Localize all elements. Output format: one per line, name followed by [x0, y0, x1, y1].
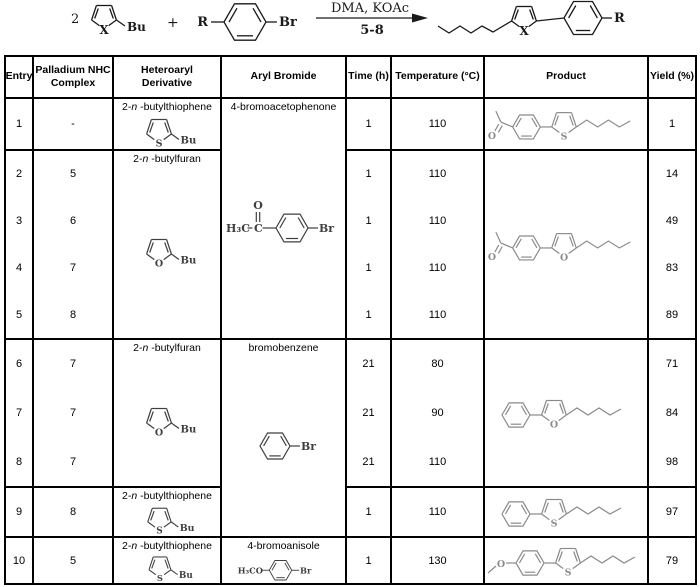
header-complex: Palladium NHC Complex — [34, 57, 114, 99]
cell-complexes-6-8: 7 7 7 — [34, 340, 114, 488]
cell-time-1: 1 — [347, 99, 392, 151]
cell-complex-1: - — [34, 99, 114, 151]
header-yield: Yield (%) — [649, 57, 695, 99]
reactant-arylbromide-structure — [197, 4, 297, 40]
s-atom-label: S — [560, 131, 568, 143]
methoxyphenyl-butylthiophene-product — [486, 539, 646, 583]
s-atom-label: S — [156, 526, 163, 536]
reaction-conditions: DMA, KOAc — [330, 1, 410, 16]
s-atom-label: S — [155, 138, 163, 149]
r-group-label: R — [197, 15, 208, 30]
heteroaryl-label: 2-n -butylthiophene — [122, 101, 212, 113]
br-label: Br — [300, 565, 312, 576]
header-aryl-bromide: Aryl Bromide — [222, 57, 347, 99]
cell-arylbromide-6-9 — [222, 340, 347, 538]
cell-product-6-8 — [485, 340, 649, 488]
arrowhead — [412, 14, 428, 23]
bu-label: Bu — [178, 571, 193, 582]
acetylphenyl-butylthiophene-product — [485, 101, 647, 147]
s-atom-label: S — [550, 518, 558, 530]
reaction-scheme — [0, 0, 700, 55]
cell-yields-2-5: 14 49 83 89 — [649, 151, 695, 340]
o-ring-atom-label: O — [549, 419, 559, 431]
cell-complexes-2-5: 5 6 7 8 — [34, 151, 114, 340]
s-atom-label: S — [156, 572, 163, 583]
heteroaryl-label: 2-n -butylfuran — [133, 153, 201, 165]
cell-heteroaryl-10 — [114, 538, 222, 583]
cell-arylbromide-10 — [222, 538, 347, 583]
cell-product-10 — [485, 538, 649, 583]
arylbromide-label: bromobenzene — [248, 342, 319, 354]
h3co-label: H₃CO — [237, 565, 263, 576]
butylthiophene-structure — [135, 115, 199, 149]
bromobenzene-structure — [248, 425, 320, 467]
cell-entry-9: 9 — [6, 488, 34, 538]
cell-product-1 — [485, 99, 649, 151]
cell-arylbromide-1-5 — [222, 99, 347, 340]
arylbromide-label: 4-bromoacetophenone — [230, 101, 337, 113]
o-atom-label: O — [252, 199, 263, 212]
s-atom-label: S — [564, 567, 572, 578]
cell-entries-6-8: 6 7 8 — [6, 340, 34, 488]
cell-heteroaryl-1 — [114, 99, 222, 151]
header-time: Time (h) — [347, 57, 392, 99]
butylfuran-structure — [135, 404, 199, 438]
cell-yields-6-8: 71 84 98 — [649, 340, 695, 488]
butyl-label: Bu — [127, 20, 146, 34]
heteroaryl-label: 2-n -butylthiophene — [122, 490, 212, 502]
cell-complex-9: 8 — [34, 488, 114, 538]
product-structure — [438, 2, 625, 39]
br-label: Br — [279, 15, 297, 30]
cell-heteroaryl-9 — [114, 488, 222, 538]
phenyl-butylfuran-product — [496, 391, 636, 435]
phenyl-butylthiophene-product — [496, 490, 636, 534]
o-atom-label: O — [154, 427, 164, 438]
butylthiophene-structure — [135, 553, 199, 583]
o-atom-label: O — [154, 258, 164, 269]
arylbromide-label: 4-bromoanisole — [247, 540, 320, 552]
cell-time-9: 1 — [347, 488, 392, 538]
butylthiophene-structure — [135, 504, 199, 536]
cell-time-10: 1 — [347, 538, 392, 583]
carbonyl-c-label: C — [253, 222, 263, 235]
cell-temp-9: 110 — [392, 488, 485, 538]
o-atom-label: O — [487, 251, 497, 263]
plus-sign: + — [167, 15, 179, 31]
heteroaryl-label: 2-n -butylfuran — [133, 342, 201, 354]
x-heteroatom-label: X — [519, 24, 529, 38]
bu-label: Bu — [180, 424, 197, 435]
catalyst-range: 5-8 — [360, 23, 384, 38]
x-heteroatom-label: X — [99, 23, 109, 37]
bromoanisole-structure — [222, 553, 345, 583]
cell-yield-9: 97 — [649, 488, 695, 538]
cell-product-2-5 — [485, 151, 649, 340]
cell-entry-10: 10 — [6, 538, 34, 583]
cell-temp-10: 130 — [392, 538, 485, 583]
header-entry: Entry — [6, 57, 34, 99]
o-ring-atom-label: O — [559, 251, 569, 263]
cell-entry-1: 1 — [6, 99, 34, 151]
r-group-label: R — [614, 11, 625, 26]
bromoacetophenone-structure — [224, 197, 344, 255]
cell-complex-10: 5 — [34, 538, 114, 583]
cell-times-2-5: 1 1 1 1 — [347, 151, 392, 340]
h3c-label: H₃C — [225, 222, 250, 235]
bu-label: Bu — [180, 255, 197, 267]
cell-yield-1: 1 — [649, 99, 695, 151]
br-label: Br — [300, 439, 316, 453]
stoichiometry-coefficient: 2 — [71, 12, 80, 27]
br-label: Br — [318, 222, 334, 235]
butylfuran-structure — [135, 235, 199, 269]
header-product: Product — [485, 57, 649, 99]
cell-heteroaryl-6-8 — [114, 340, 222, 488]
cell-entries-2-5: 2 3 4 5 — [6, 151, 34, 340]
header-temperature: Temperature (°C) — [392, 57, 485, 99]
bu-label: Bu — [180, 135, 197, 146]
heteroaryl-label: 2-n -butylthiophene — [122, 540, 212, 552]
cell-times-6-8: 21 21 21 — [347, 340, 392, 488]
header-heteroaryl: Heteroaryl Derivative — [114, 57, 222, 99]
o-atom-label: O — [487, 130, 497, 142]
o-atom-label: O — [496, 558, 506, 570]
results-table — [4, 55, 697, 585]
acetylphenyl-butylfuran-product — [485, 222, 647, 268]
reactant-heteroaryl-structure — [92, 6, 147, 38]
cell-product-9 — [485, 488, 649, 538]
cell-yield-10: 79 — [665, 554, 679, 567]
bu-label: Bu — [179, 522, 195, 534]
cell-temps-2-5: 110 110 110 110 — [392, 151, 485, 340]
cell-temp-1: 110 — [392, 99, 485, 151]
cell-temps-6-8: 80 90 110 — [392, 340, 485, 488]
cell-heteroaryl-2-5 — [114, 151, 222, 340]
